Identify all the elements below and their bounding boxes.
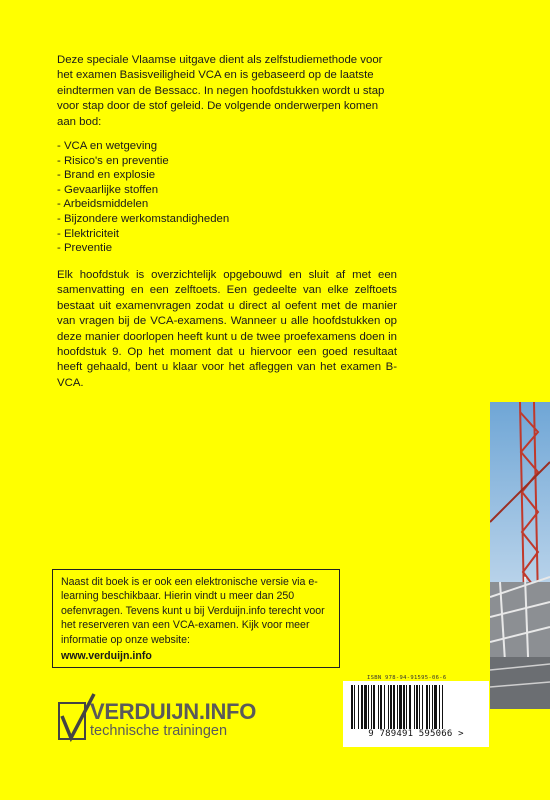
description-paragraph: Elk hoofdstuk is overzichtelijk opgebouwd en sluit af met een samenvatting en een zelftoets. Een gedeelte van elke zelftoets bestaat uit examenvragen zodat u direct al oefent met de manier van vragen bij de VCA-examens. Wanneer u alle hoofdstukken op deze manier doorlopen heeft kunt u de twee proefexamens doen in hoofdstuk 9. Op het moment dat u hiervoor een goed resultaat heeft gehaald, bent u klaar voor het afleggen van het examen B-VCA. (57, 269, 397, 389)
intro-paragraph: Deze speciale Vlaamse uitgave dient als zelfstudiemethode voor het examen Basisveiligheid VCA en is gebaseerd op de laatste eindtermen van de Bessacc. In negen hoofdstukken wordt u stap voor stap door de stof geleid. De volgende onderwerpen komen aan bod: (57, 54, 385, 128)
barcode-number: 9 789491 595066 > (368, 729, 464, 739)
crane-photo (490, 402, 550, 709)
topic-item: - VCA en wetgeving (57, 140, 158, 152)
topic-item: - Brand en explosie (57, 169, 156, 182)
topic-item: - Arbeidsmiddelen (57, 198, 149, 211)
topic-item: - Gevaarlijke stoffen (57, 183, 159, 196)
topic-item: - Elektriciteit (57, 227, 120, 240)
isbn-label: ISBN 978-94-91595-06-6 (367, 675, 447, 681)
website-link[interactable]: www.verduijn.info (61, 650, 152, 662)
info-box (52, 569, 340, 668)
topic-item: - Preventie (57, 242, 113, 255)
topic-list (57, 139, 229, 256)
barcode-bars-icon (343, 681, 489, 731)
info-text: Naast dit boek is er ook een elektronische versie via e-learning beschikbaar. Hierin vindt u meer dan 250 oefenvragen. Tevens kunt u bij Verduijn.info terecht voor het reserveren van een VCA-examen. Kijk voor meer informatie op onze website: (61, 576, 325, 646)
logo-tagline: technische trainingen (90, 723, 228, 739)
topic-item: - Risico's en preventie (57, 154, 169, 167)
topic-item: - Bijzondere werkomstandigheden (57, 212, 230, 225)
logo-name: VERDUIJN.INFO (90, 699, 257, 724)
